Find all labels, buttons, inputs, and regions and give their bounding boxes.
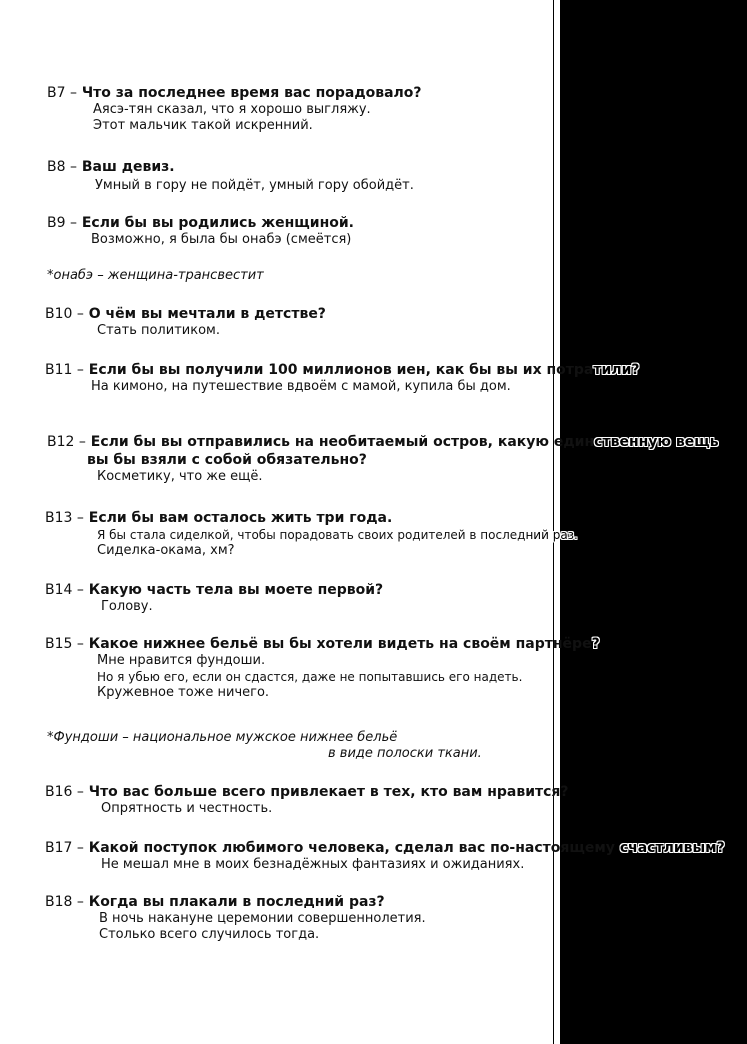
question bbox=[45, 305, 326, 323]
question-number: В17 – bbox=[45, 840, 84, 856]
question bbox=[47, 214, 354, 232]
qa-entry-b9 bbox=[47, 214, 354, 248]
question-text-overflow: тили? bbox=[593, 362, 640, 378]
question-text: О чём вы мечтали в детстве? bbox=[88, 306, 326, 322]
answer-text: Я бы стала сиделкой, чтобы порадовать своих родителей в послед bbox=[97, 528, 526, 542]
question bbox=[45, 509, 578, 527]
footnote-onabe: *онабэ – женщина-трансвестит bbox=[47, 268, 264, 283]
question-number: В9 – bbox=[47, 215, 77, 231]
qa-entry-b11 bbox=[45, 361, 640, 395]
question-text-overflow: ? bbox=[591, 636, 600, 652]
answer-line: Аясэ-тян сказал, что я хорошо выгляжу. bbox=[93, 102, 371, 117]
answer-line: Косметику, что же ещё. bbox=[97, 469, 263, 484]
question-number: В18 – bbox=[45, 894, 84, 910]
question-number: В16 – bbox=[45, 784, 84, 800]
question bbox=[45, 581, 383, 599]
answer-line: В ночь накануне церемонии совершеннолетия. bbox=[99, 911, 426, 926]
answer-line: Кружевное тоже ничего. bbox=[97, 685, 270, 700]
answer-line: Не мешал мне в моих безнадёжных фантазиях и ожиданиях. bbox=[101, 857, 525, 872]
qa-entry-b8 bbox=[47, 158, 414, 194]
question-text: Ваш девиз. bbox=[81, 159, 175, 175]
question-text: Какое нижнее бельё вы бы хотели видеть на своём партнёре bbox=[88, 636, 592, 652]
question-text: Какую часть тела вы моете первой? bbox=[88, 582, 384, 598]
qa-entry-b16 bbox=[45, 783, 569, 817]
question-number: В10 – bbox=[45, 306, 84, 322]
question bbox=[45, 635, 600, 653]
answer-line: Столько всего случилось тогда. bbox=[99, 927, 320, 942]
answer-text-overflow: . bbox=[518, 670, 523, 684]
question-text-overflow: счастливым? bbox=[619, 840, 725, 856]
answer-line: Этот мальчик такой искренний. bbox=[93, 118, 313, 133]
question bbox=[45, 783, 569, 801]
answer-text: Но я убью его, если он сдастся, даже не попытавшись его надеть bbox=[97, 670, 519, 684]
answer-line: Опрятность и честность. bbox=[101, 801, 273, 816]
qa-entry-b17 bbox=[45, 839, 725, 873]
question-number: В14 – bbox=[45, 582, 84, 598]
qa-entry-b18 bbox=[45, 893, 426, 943]
answer-line bbox=[45, 527, 578, 543]
answer-line: Возможно, я была бы онабэ (смеётся) bbox=[91, 232, 352, 247]
footnote-fundoshi: *Фундоши – национальное мужское нижнее бельё bbox=[47, 730, 398, 745]
question-text: Что вас больше всего привлекает в тех, кто вам нравится? bbox=[88, 784, 569, 800]
question-text: Если бы вы получили 100 миллионов иен, как бы вы их потра bbox=[88, 362, 594, 378]
question-number: В13 – bbox=[45, 510, 84, 526]
question bbox=[47, 84, 422, 102]
question-text: Если бы вы отправились на необитаемый остров, какую един bbox=[90, 434, 595, 450]
question-continuation: вы бы взяли с собой обязательно? bbox=[87, 452, 367, 468]
question-number: В12 – bbox=[47, 434, 86, 450]
answer-line: Голову. bbox=[101, 599, 153, 614]
footnote-fundoshi-continuation: в виде полоски ткани. bbox=[328, 746, 482, 761]
question-text: Когда вы плакали в последний раз? bbox=[88, 894, 385, 910]
answer-line: На кимоно, на путешествие вдвоём с мамой, купила бы дом. bbox=[91, 379, 511, 394]
qa-entry-b12 bbox=[47, 433, 719, 485]
answer-line: Мне нравится фундоши. bbox=[97, 653, 266, 668]
qa-entry-b13 bbox=[45, 509, 578, 559]
question bbox=[45, 361, 640, 379]
qa-entry-b7 bbox=[47, 84, 422, 134]
question-number: В8 – bbox=[47, 159, 77, 175]
answer-text-overflow: ний раз. bbox=[525, 528, 578, 542]
question-text: Если бы вы родились женщиной. bbox=[81, 215, 354, 231]
question bbox=[45, 893, 426, 911]
question bbox=[47, 433, 719, 451]
question-text-overflow: ственную вещь bbox=[594, 434, 719, 450]
question-number: В15 – bbox=[45, 636, 84, 652]
question-text: Что за последнее время вас порадовало? bbox=[81, 85, 422, 101]
question-text: Если бы вам осталось жить три года. bbox=[88, 510, 393, 526]
qa-entry-b14 bbox=[45, 581, 383, 615]
answer-line: Сиделка-окама, хм? bbox=[97, 543, 235, 558]
question-number: В11 – bbox=[45, 362, 84, 378]
answer-line: Умный в гору не пойдёт, умный гору обойдёт. bbox=[95, 178, 414, 193]
answer-line: Стать политиком. bbox=[97, 323, 220, 338]
question-text: Какой поступок любимого человека, сделал вас по-настоящему bbox=[88, 840, 620, 856]
answer-line bbox=[45, 669, 600, 685]
qa-entry-b10 bbox=[45, 305, 326, 339]
qa-entry-b15 bbox=[45, 635, 600, 701]
black-panel bbox=[560, 0, 747, 1044]
question bbox=[45, 839, 725, 857]
question-number: В7 – bbox=[47, 85, 77, 101]
question bbox=[47, 158, 414, 176]
